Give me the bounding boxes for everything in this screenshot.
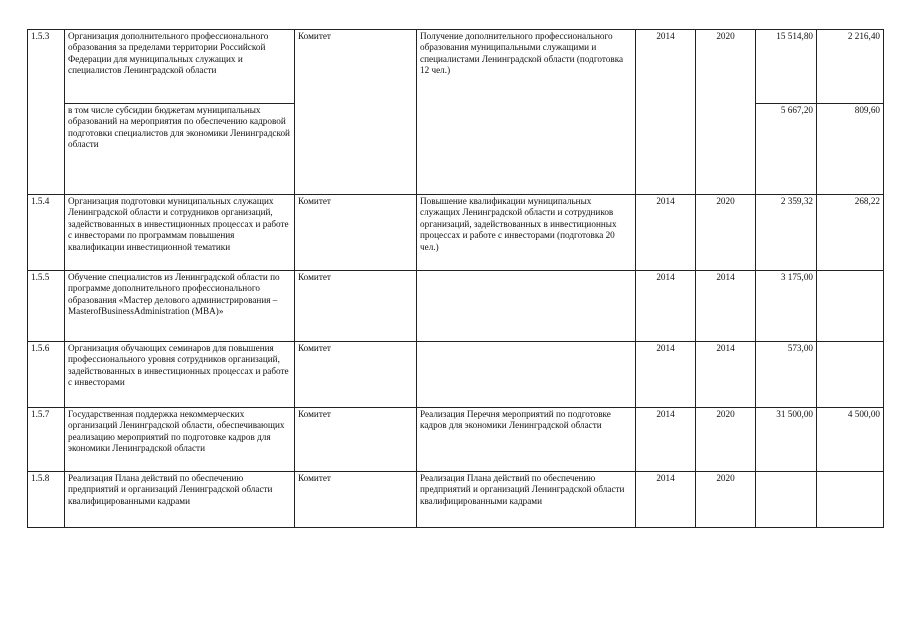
activity-cell: Государственная поддержка некоммерческих организаций Ленинградской области, обеспечивающих реализацию мероприятий по подготовке кадров для экономики Ленинградской области (65, 408, 295, 472)
result-cell: Реализация Перечня мероприятий по подготовке кадров для экономики Ленинградской области (417, 408, 636, 472)
total-funding-cell: 3 175,00 (756, 271, 817, 342)
start-year-cell: 2014 (636, 271, 696, 342)
row-number: 1.5.8 (28, 472, 65, 528)
total-funding-cell (756, 472, 817, 528)
annual-funding-cell (817, 342, 884, 408)
result-cell (417, 342, 636, 408)
start-year-cell: 2014 (636, 195, 696, 271)
start-year-cell: 2014 (636, 30, 696, 195)
start-year-cell: 2014 (636, 342, 696, 408)
table-row (28, 342, 884, 408)
activity-cell: Реализация Плана действий по обеспечению предприятий и организаций Ленинградской области квалифицированными кадрами (65, 472, 295, 528)
activity-cell: Обучение специалистов из Ленинградской области по программе дополнительного профессионального образования «Мастер делового администрирования – MasterofBusinessAdministration (MBA)» (65, 271, 295, 342)
result-cell: Получение дополнительного профессионального образования муниципальными служащими и специалистами Ленинградской области (подготовка 12 чел.) (417, 30, 636, 195)
annual-funding-sub-cell: 809,60 (817, 104, 884, 195)
start-year-cell: 2014 (636, 408, 696, 472)
result-cell: Повышение квалификации муниципальных служащих Ленинградской области и сотрудников организаций, задействованных в инвестиционных процессах и работе с инвесторами (подготовка 20 чел.) (417, 195, 636, 271)
activity-sub-cell: в том числе субсидии бюджетам муниципальных образований на мероприятия по обеспечению кадровой подготовки специалистов для экономики Ленинградской области (65, 104, 295, 195)
table-row (28, 271, 884, 342)
end-year-cell: 2014 (696, 342, 756, 408)
table-row (28, 472, 884, 528)
end-year-cell: 2020 (696, 30, 756, 195)
total-funding-cell: 31 500,00 (756, 408, 817, 472)
end-year-cell: 2020 (696, 408, 756, 472)
row-number: 1.5.4 (28, 195, 65, 271)
annual-funding-cell: 2 216,40 (817, 30, 884, 104)
table-row (28, 195, 884, 271)
table-row (28, 30, 884, 104)
executor-cell: Комитет (295, 342, 417, 408)
executor-cell: Комитет (295, 195, 417, 271)
activity-cell: Организация подготовки муниципальных служащих Ленинградской области и сотрудников организаций, задействованных в инвестиционных процессах и работе с инвесторами по программам повышения квалификации инвестиционной тематики (65, 195, 295, 271)
annual-funding-cell (817, 472, 884, 528)
result-cell: Реализация Плана действий по обеспечению предприятий и организаций Ленинградской области квалифицированными кадрами (417, 472, 636, 528)
executor-cell: Комитет (295, 408, 417, 472)
executor-cell: Комитет (295, 271, 417, 342)
total-funding-cell: 573,00 (756, 342, 817, 408)
annual-funding-cell (817, 271, 884, 342)
row-number: 1.5.5 (28, 271, 65, 342)
total-funding-cell: 15 514,80 (756, 30, 817, 104)
end-year-cell: 2014 (696, 271, 756, 342)
total-funding-sub-cell: 5 667,20 (756, 104, 817, 195)
result-cell (417, 271, 636, 342)
start-year-cell: 2014 (636, 472, 696, 528)
annual-funding-cell: 268,22 (817, 195, 884, 271)
table-row (28, 408, 884, 472)
annual-funding-cell: 4 500,00 (817, 408, 884, 472)
row-number: 1.5.6 (28, 342, 65, 408)
executor-cell: Комитет (295, 472, 417, 528)
end-year-cell: 2020 (696, 472, 756, 528)
row-number: 1.5.3 (28, 30, 65, 195)
executor-cell: Комитет (295, 30, 417, 195)
activity-cell: Организация обучающих семинаров для повышения профессионального уровня сотрудников организаций, задействованных в инвестиционных процессах и работе с инвесторами (65, 342, 295, 408)
activity-cell: Организация дополнительного профессионального образования за пределами территории Российской Федерации для муниципальных служащих и специалистов Ленинградской области (65, 30, 295, 104)
end-year-cell: 2020 (696, 195, 756, 271)
total-funding-cell: 2 359,32 (756, 195, 817, 271)
row-number: 1.5.7 (28, 408, 65, 472)
program-activities-table (27, 29, 884, 528)
